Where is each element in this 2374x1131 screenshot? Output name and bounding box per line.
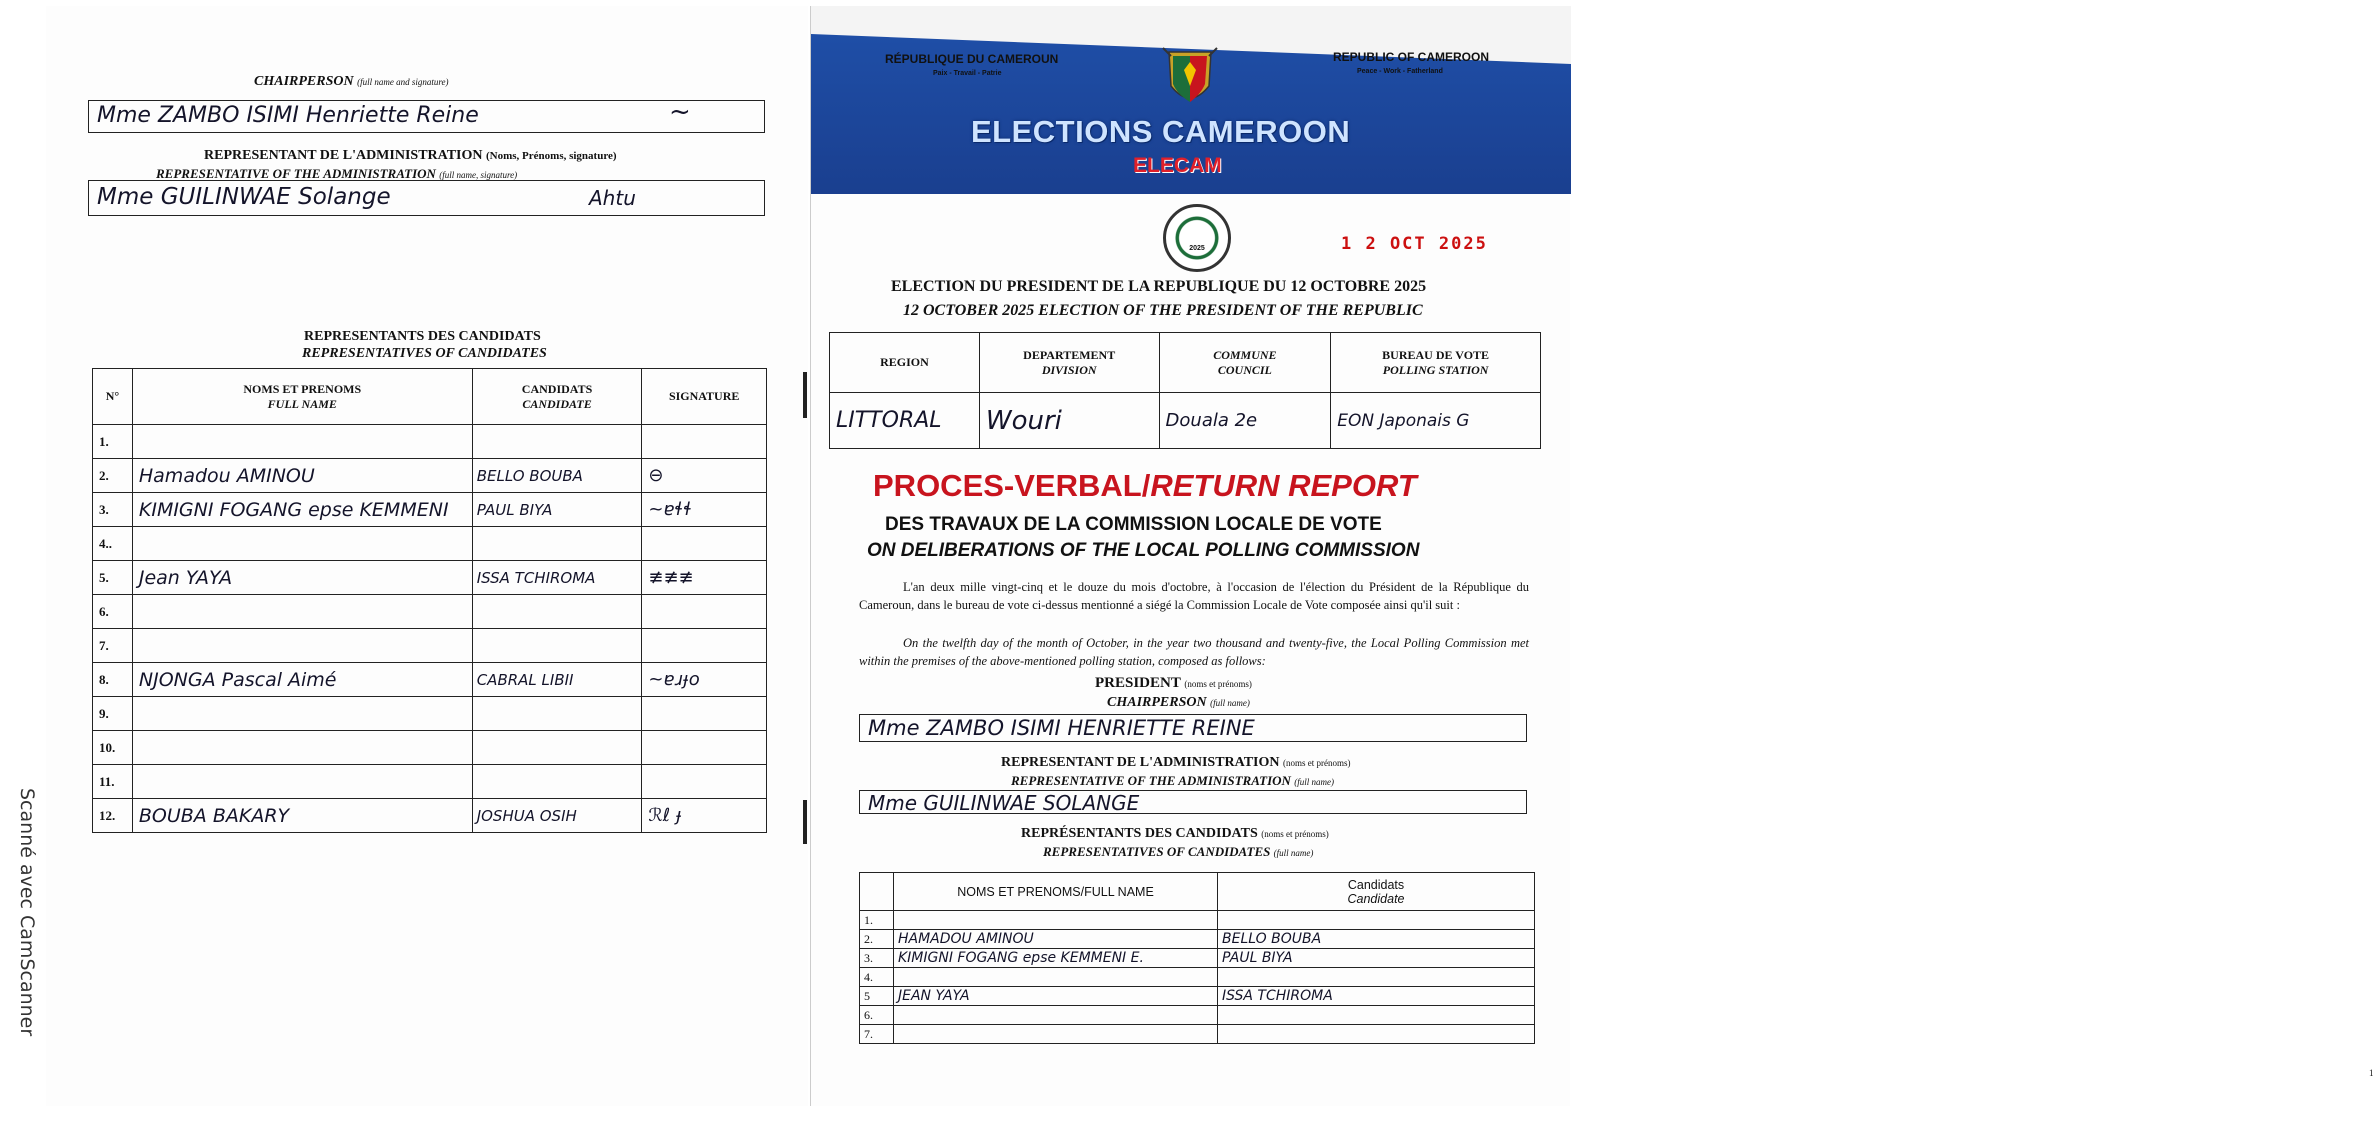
council-value[interactable]: Douala 2e [1159,393,1331,449]
row-number-text: 6. [99,603,109,619]
reps-label-en-right: REPRESENTATIVES OF CANDIDATES (full name) [1043,844,1314,859]
admin-label-en: REPRESENTATIVE OF THE ADMINISTRATION (full name, signature) [156,166,518,181]
candidate-field[interactable] [472,663,642,697]
coat-of-arms-icon [1161,46,1219,112]
row-number-text: 6. [864,1007,873,1022]
rep-name-field-text: KIMIGNI FOGANG epse KEMMENI E. [898,950,1144,966]
rep-name-field[interactable] [894,968,1218,987]
col-candidate-right: Candidats Candidate [1218,873,1535,911]
rep-name-field[interactable] [894,1006,1218,1025]
chairperson-field[interactable] [88,97,765,133]
table-row [93,493,767,527]
signature-field[interactable] [642,765,767,799]
col-signature: SIGNATURE [642,369,767,425]
org-title: ELECTIONS CAMEROON [971,114,1351,149]
table-row [93,697,767,731]
president-field[interactable] [859,714,1527,742]
admin-label-fr-right: REPRESENTANT DE L'ADMINISTRATION (noms et prénoms) [1001,755,1351,770]
rep-name-field[interactable] [132,731,472,765]
president-label: PRESIDENT (noms et prénoms) [1095,675,1252,691]
col-name: NOMS ET PRENOMS FULL NAME [132,369,472,425]
report-title: PROCES-VERBAL/RETURN REPORT [873,468,1417,503]
candidate-field-text: BELLO BOUBA [1222,931,1322,947]
admin-value: Mme GUILINWAE Solange [97,184,391,210]
col-division: DEPARTEMENT DIVISION [979,333,1159,393]
candidate-field[interactable] [472,459,642,493]
candidate-field[interactable] [472,493,642,527]
rep-name-field[interactable] [894,949,1218,968]
page-number-right: 1 [2369,1068,2374,1078]
row-number [93,425,133,459]
table-row [93,459,767,493]
table-row [860,911,1535,930]
candidate-field[interactable] [472,595,642,629]
candidate-field-text: ISSA TCHIROMA [1222,988,1333,1004]
signature-field[interactable] [642,527,767,561]
candidate-field[interactable] [472,561,642,595]
location-table [829,332,1541,449]
rep-name-field[interactable] [132,425,472,459]
candidate-field[interactable] [1218,1025,1535,1044]
table-row [860,949,1535,968]
rep-name-field[interactable] [132,561,472,595]
rep-name-field[interactable] [894,911,1218,930]
report-subtitle-fr: DES TRAVAUX DE LA COMMISSION LOCALE DE VOTE [885,514,1382,535]
row-number [860,1025,894,1044]
signature-field[interactable] [642,459,767,493]
row-number-text: 7. [864,1026,873,1041]
row-number [860,1006,894,1025]
polling-station-value[interactable]: EON Japonais G [1331,393,1541,449]
chairperson-label-en: CHAIRPERSON (full name) [1107,695,1250,710]
row-number [93,527,133,561]
admin-field-right[interactable] [859,790,1527,814]
row-number [93,493,133,527]
row-number [860,930,894,949]
candidate-field[interactable] [472,731,642,765]
row-number [93,765,133,799]
republic-en: REPUBLIC OF CAMEROON [1333,50,1489,64]
reps-title-en: REPRESENTATIVES OF CANDIDATES [302,346,547,361]
candidate-field[interactable] [472,629,642,663]
rep-name-field-text: KIMIGNI FOGANG epse KEMMENI [138,498,449,521]
admin-field[interactable] [88,180,765,216]
table-row [93,765,767,799]
row-number [93,799,133,833]
table-row [93,527,767,561]
reps-label-fr-right: REPRÉSENTANTS DES CANDIDATS (noms et prénoms) [1021,826,1329,841]
signature-field-text: ~ɐɹɟo [648,669,700,690]
candidate-field-text: PAUL BIYA [476,500,553,519]
table-row [93,595,767,629]
left-page [46,6,808,1106]
rep-name-field[interactable] [132,629,472,663]
candidate-field[interactable] [472,765,642,799]
col-name-right: NOMS ET PRENOMS/FULL NAME [894,873,1218,911]
reps-title-fr: REPRESENTANTS DES CANDIDATS [304,329,541,344]
motto-fr: Paix - Travail - Patrie [933,70,1002,77]
signature-field[interactable] [642,629,767,663]
rep-name-field[interactable] [894,1025,1218,1044]
table-row [93,663,767,697]
elecam-seal-icon: 2025 [1163,204,1231,272]
row-number-text: 3. [99,501,109,517]
row-number-text: 2. [99,467,109,483]
chairperson-value: Mme ZAMBO ISIMI Henriette Reine [97,103,479,128]
rep-name-field[interactable] [132,459,472,493]
rep-name-field[interactable] [132,493,472,527]
row-number-text: 1. [864,912,873,927]
table-row [93,731,767,765]
signature-field[interactable] [642,799,767,833]
division-value[interactable]: Wouri [979,393,1159,449]
admin-value-right: Mme GUILINWAE SOLANGE [868,791,1140,815]
row-number-text: 8. [99,671,109,687]
chairperson-label: CHAIRPERSON (full name and signature) [254,74,449,89]
admin-label-fr: REPRESENTANT DE L'ADMINISTRATION (Noms, Prénoms, signature) [204,148,617,163]
admin-label-en-right: REPRESENTATIVE OF THE ADMINISTRATION (full name) [1011,773,1334,788]
table-row [860,930,1535,949]
signature-field[interactable] [642,697,767,731]
row-number [860,949,894,968]
signature-field[interactable] [642,493,767,527]
row-number-text: 5. [99,569,109,585]
candidate-field-text: BELLO BOUBA [476,466,583,485]
row-number [93,697,133,731]
col-council: COMMUNE COUNCIL [1159,333,1331,393]
row-number [93,731,133,765]
rep-name-field[interactable] [894,987,1218,1006]
row-number-text: 2. [864,931,873,946]
candidate-field[interactable] [1218,949,1535,968]
candidate-field-text: CABRAL LIBII [476,670,574,689]
row-number-text: 4.. [99,535,112,551]
row-number [860,987,894,1006]
candidate-field-text: ISSA TCHIROMA [476,568,596,587]
signature-field[interactable] [642,731,767,765]
row-number-text: 9. [99,705,109,721]
rep-name-field-text: Hamadou AMINOU [138,464,315,487]
paragraph-fr: L'an deux mille vingt-cinq et le douze du mois d'octobre, à l'occasion de l'élection du Président de la République du Cameroun, dans le bureau de vote ci-dessus mentionné a siégé la Commission Locale de Vote composée ainsi qu'il suit : [859,580,1529,612]
col-num: N° [93,369,133,425]
signature-field-text: ~ɐɬɬ [648,499,693,520]
scanner-watermark: Scanné avec CamScanner [16,788,38,1037]
candidate-field[interactable] [472,527,642,561]
binder-clip-bottom [803,800,807,844]
table-row [93,629,767,663]
row-number [93,663,133,697]
report-subtitle-en: ON DELIBERATIONS OF THE LOCAL POLLING COMMISSION [867,540,1420,561]
row-number-text: 4. [864,969,873,984]
candidate-reps-table [92,368,767,833]
col-candidate: CANDIDATS CANDIDATE [472,369,642,425]
row-number [93,595,133,629]
right-page [810,6,2374,1106]
region-value[interactable]: LITTORAL [830,393,980,449]
rep-name-field[interactable] [894,930,1218,949]
candidate-field[interactable] [472,425,642,459]
republic-fr: RÉPUBLIQUE DU CAMEROUN [885,52,1059,66]
table-row [860,1006,1535,1025]
row-number-text: 12. [99,807,116,823]
election-title-en: 12 OCTOBER 2025 ELECTION OF THE PRESIDENT OF THE REPUBLIC [903,302,1423,319]
candidate-field[interactable] [1218,1006,1535,1025]
row-number-text: 5 [864,988,870,1003]
signature-field[interactable] [642,595,767,629]
rep-name-field-text: JEAN YAYA [898,988,970,1004]
candidate-field[interactable] [1218,930,1535,949]
rep-name-field[interactable] [132,765,472,799]
row-number-text: 3. [864,950,873,965]
candidate-field[interactable] [472,799,642,833]
row-number [93,561,133,595]
row-number [93,459,133,493]
rep-name-field[interactable] [132,663,472,697]
col-polling-station: BUREAU DE VOTE POLLING STATION [1331,333,1541,393]
binder-clip-top [803,372,807,418]
candidate-field-text: PAUL BIYA [1222,950,1293,966]
col-num-right [860,873,894,911]
row-number [860,968,894,987]
table-row [93,425,767,459]
row-number [860,911,894,930]
row-number-text: 10. [99,739,116,755]
chairperson-signature: ~ [669,97,691,127]
date-stamp: 1 2 OCT 2025 [1341,234,1488,254]
signature-field[interactable] [642,663,767,697]
table-row [860,1025,1535,1044]
rep-name-field-text: Jean YAYA [138,566,233,589]
signature-field[interactable] [642,425,767,459]
candidate-field[interactable] [1218,968,1535,987]
candidate-field[interactable] [1218,911,1535,930]
signature-field-text: ℛℓ ɟ [648,805,682,826]
motto-en: Peace - Work - Fatherland [1357,68,1443,75]
row-number-text: 1. [99,433,109,449]
paragraph-en: On the twelfth day of the month of October, in the year two thousand and twenty-five, the Local Polling Commission met within the premises of the above-mentioned polling station, composed as follows: [859,636,1529,668]
candidate-field[interactable] [472,697,642,731]
candidate-field[interactable] [1218,987,1535,1006]
admin-signature: Ahtu [589,186,636,210]
row-number [93,629,133,663]
president-value: Mme ZAMBO ISIMI HENRIETTE REINE [868,716,1255,740]
col-region: REGION [830,333,980,393]
table-row [93,799,767,833]
candidate-field-text: JOSHUA OSIH [476,806,577,825]
row-number-text: 7. [99,637,109,653]
row-number-text: 11. [99,773,115,789]
election-title-fr: ELECTION DU PRESIDENT DE LA REPUBLIQUE DU 12 OCTOBRE 2025 [891,278,1427,295]
rep-name-field[interactable] [132,527,472,561]
rep-name-field[interactable] [132,595,472,629]
rep-name-field-text: BOUBA BAKARY [138,804,290,827]
rep-name-field[interactable] [132,697,472,731]
signature-field-text: ≢≢≢ [648,567,694,588]
candidate-table-right [859,872,1535,1044]
table-row [860,968,1535,987]
org-acronym: ELECAM [1133,154,1222,177]
rep-name-field-text: NJONGA Pascal Aimé [138,668,337,691]
signature-field-text: ⊖ [648,465,664,486]
signature-field[interactable] [642,561,767,595]
rep-name-field[interactable] [132,799,472,833]
table-row [860,987,1535,1006]
table-row [93,561,767,595]
rep-name-field-text: HAMADOU AMINOU [898,931,1034,947]
